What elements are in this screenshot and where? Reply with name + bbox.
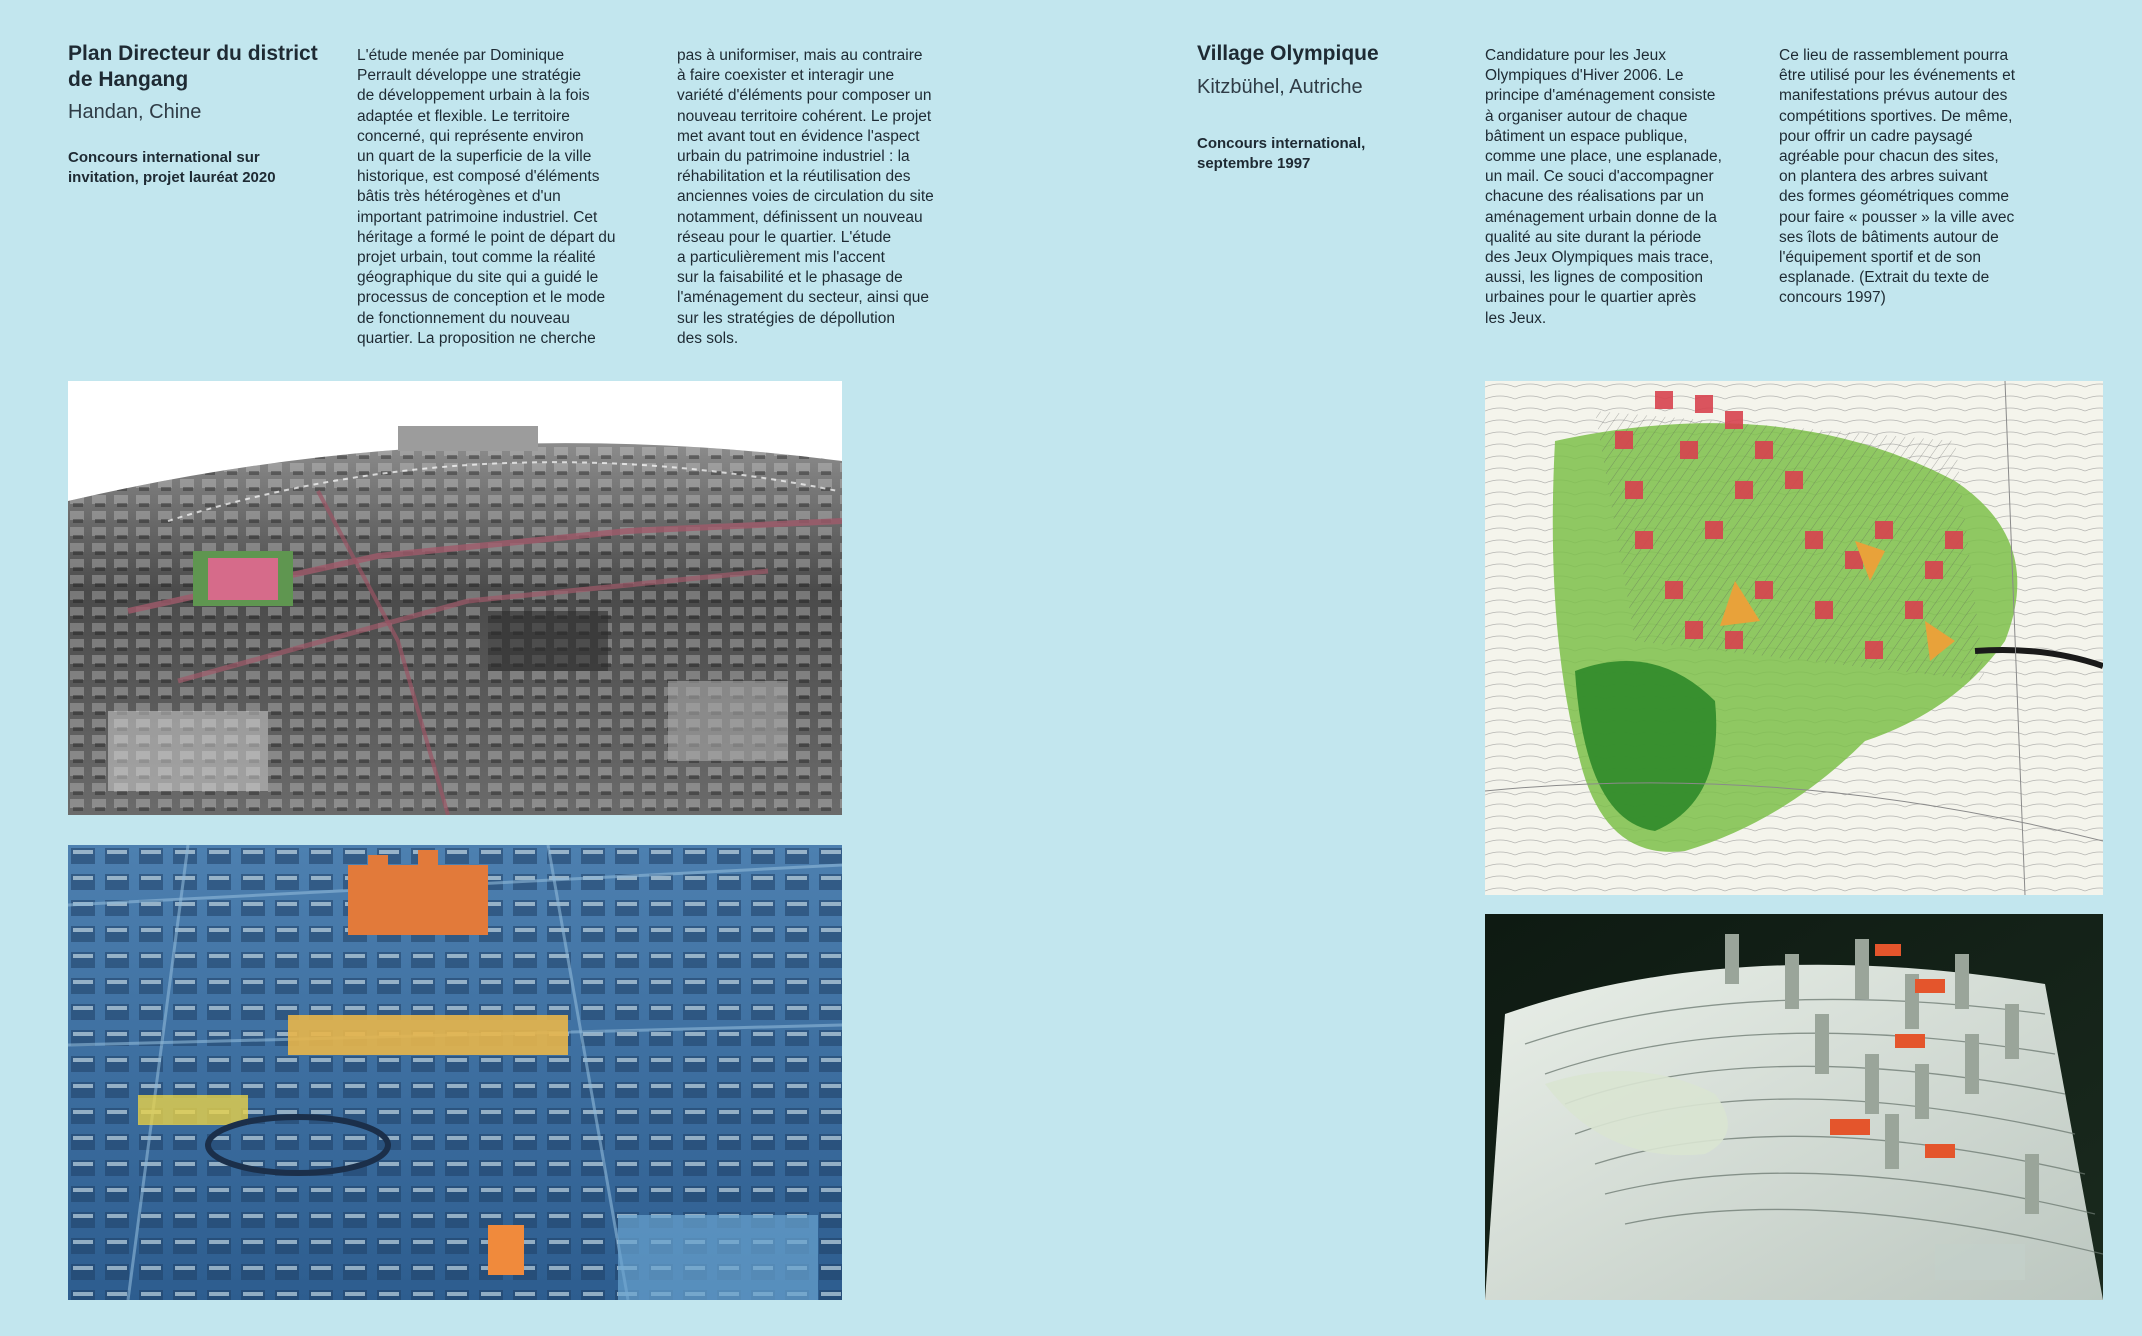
- text-line: agréable pour chacun des sites,: [1779, 148, 1999, 166]
- text-line: concerné, qui représente environ: [357, 127, 584, 145]
- text-line: l'aménagement du secteur, ainsi que: [677, 289, 929, 307]
- text-line: Olympiques d'Hiver 2006. Le: [1485, 67, 1684, 85]
- photo-site-plan-green: [1485, 381, 2103, 895]
- text-line: géographique du site qui a guidé le: [357, 269, 599, 287]
- text-line: concours 1997): [1779, 289, 1886, 307]
- project-location-hangang: Handan, Chine: [68, 101, 202, 123]
- text-line: bâtis très hétérogènes et d'un: [357, 188, 561, 206]
- text-line: ses îlots de bâtiments autour de: [1779, 228, 1999, 246]
- text-line: réseau pour le quartier. L'étude: [677, 228, 892, 246]
- text-line: de fonctionnement du nouveau: [357, 309, 570, 327]
- project-title-hangang: [68, 41, 318, 93]
- text-line: à organiser autour de chaque: [1485, 107, 1688, 125]
- text-line: des sols.: [677, 329, 739, 347]
- text-line: Ce lieu de rassemblement pourra: [1779, 47, 2009, 64]
- text-line: Perrault développe une stratégie: [357, 67, 582, 85]
- text-line: manifestations prévus autour des: [1779, 87, 2008, 105]
- text-line: a particulièrement mis l'accent: [677, 249, 885, 267]
- text-line: pour faire « pousser » la ville avec: [1779, 208, 2015, 226]
- text-line: compétitions sportives. De même,: [1779, 107, 2013, 125]
- text-line: historique, est composé d'éléments: [357, 168, 600, 186]
- text-line: esplanade. (Extrait du texte de: [1779, 269, 1990, 287]
- text-line: important patrimoine industriel. Cet: [357, 208, 598, 226]
- project-competition-hangang: [68, 148, 276, 188]
- text-line: L'étude menée par Dominique: [357, 47, 565, 64]
- text-line: un quart de la superficie de la ville: [357, 148, 592, 166]
- text-line: met avant tout en évidence l'aspect: [677, 127, 920, 145]
- text-line: processus de conception et le mode: [357, 289, 606, 307]
- text-line: urbain du patrimoine industriel : la: [677, 148, 910, 166]
- text-line: sur les stratégies de dépollution: [677, 309, 895, 327]
- text-line: à faire coexister et interagir une: [677, 67, 895, 85]
- text-line: bâtiment un espace publique,: [1485, 127, 1688, 145]
- text-line: être utilisé pour les événements et: [1779, 67, 2016, 85]
- text-line: des formes géométriques comme: [1779, 188, 2010, 206]
- text-line: anciennes voies de circulation du site: [677, 188, 934, 206]
- text-line: l'équipement sportif et de son: [1779, 249, 1981, 267]
- text-line: adaptée et flexible. Le territoire: [357, 107, 570, 125]
- project-title-village-olympique: [1197, 41, 1379, 67]
- text-line: variété d'éléments pour composer un: [677, 87, 932, 105]
- text-line: quartier. La proposition ne cherche: [357, 329, 596, 347]
- project-competition-kitzbuhel: [1197, 134, 1365, 174]
- text-line: nouveau territoire cohérent. Le projet: [677, 107, 932, 125]
- competition-line: Concours international,: [1197, 135, 1366, 152]
- competition-line: invitation, projet lauréat 2020: [68, 169, 276, 186]
- text-line: aménagement urbain donne de la: [1485, 208, 1717, 226]
- photo-terrain-model: [1485, 914, 2103, 1300]
- text-line: sur la faisabilité et le phasage de: [677, 269, 903, 287]
- text-line: chacune des réalisations par un: [1485, 188, 1704, 206]
- text-line: les Jeux.: [1485, 309, 1547, 327]
- text-line: pas à uniformiser, mais au contraire: [677, 47, 923, 64]
- text-line: principe d'aménagement consiste: [1485, 87, 1716, 105]
- text-line: héritage a formé le point de départ du: [357, 228, 616, 246]
- competition-line: septembre 1997: [1197, 155, 1311, 172]
- competition-line: Concours international sur: [68, 149, 260, 166]
- photo-aerial-industrial-site: [68, 381, 842, 815]
- body-column-2: [1779, 46, 2015, 309]
- text-line: de développement urbain à la fois: [357, 87, 590, 105]
- dashed-divider: [1071, 112, 1407, 116]
- project-location-kitzbuhel: Kitzbühel, Autriche: [1197, 76, 1363, 98]
- photo-urban-model-blue: [68, 845, 842, 1300]
- title-line: Plan Directeur du district: [68, 42, 318, 65]
- body-column-1: [357, 46, 616, 349]
- title-line: de Hangang: [68, 68, 189, 91]
- text-line: réhabilitation et la réutilisation des: [677, 168, 911, 186]
- text-line: on plantera des arbres suivant: [1779, 168, 1988, 186]
- text-line: un mail. Ce souci d'accompagner: [1485, 168, 1714, 186]
- text-line: pour offrir un cadre paysagé: [1779, 127, 1973, 145]
- text-line: urbaines pour le quartier après: [1485, 289, 1697, 307]
- text-line: Candidature pour les Jeux: [1485, 47, 1666, 64]
- page-right: [1071, 0, 2142, 1336]
- text-line: notamment, définissent un nouveau: [677, 208, 923, 226]
- text-line: aussi, les lignes de composition: [1485, 269, 1703, 287]
- text-line: comme une place, une esplanade,: [1485, 148, 1722, 166]
- body-column-2: [677, 46, 934, 349]
- title-line: Village Olympique: [1197, 42, 1379, 65]
- text-line: des Jeux Olympiques mais trace,: [1485, 249, 1714, 267]
- text-line: qualité au site durant la période: [1485, 228, 1702, 246]
- body-column-1: [1485, 46, 1722, 329]
- dashed-divider: [0, 134, 336, 138]
- text-line: projet urbain, tout comme la réalité: [357, 249, 596, 267]
